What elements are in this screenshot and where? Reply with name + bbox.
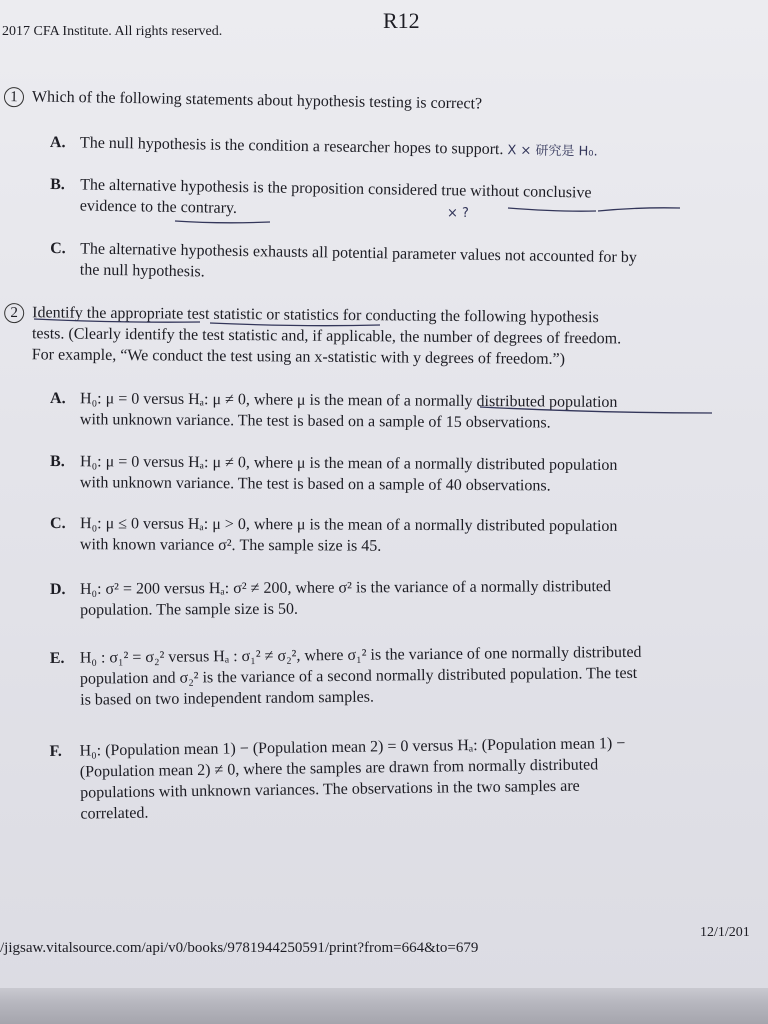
option-line: H₀: σ² = 200 versus Hₐ: σ² ≠ 200, where σ² is the variance of a normally distributed (79, 578, 612, 598)
q2-option-e: E. H₀ : σ₁² = σ₂² versus Hₐ : σ₁² ≠ σ₂², where σ₁² is the variance of one normally distributed population and σ₂² is the variance of a second normally distributed population. The test is based on two independent random samples. (49, 643, 642, 709)
option-line: The alternative hypothesis is the proposition considered true without conclusive (80, 176, 592, 202)
q1-option-c: C. The alternative hypothesis exhausts all potential parameter values not accounted for by the null hypothesis. (50, 240, 637, 281)
option-line: H₀ : σ₁² = σ₂² versus Hₐ : σ₁² ≠ σ₂², where σ₁² is the variance of one normally distributed (79, 643, 642, 667)
option-line: populations with unknown variances. The observations in the two samples are (80, 777, 580, 802)
footer-url: /jigsaw.vitalsource.com/api/v0/books/9781944250591/print?from=664&to=679 (0, 940, 479, 956)
footer-date: 12/1/201 (700, 925, 750, 940)
question-2-line: For example, “We conduct the test using an x-statistic with y degrees of freedom.”) (31, 346, 566, 368)
q2-option-c: C. H₀: μ ≤ 0 versus Hₐ: μ > 0, where μ is the mean of a normally distributed population with known variance σ². The sample size is 45. (50, 515, 618, 555)
option-line: with unknown variance. The test is based on a sample of 15 observations. (79, 411, 551, 432)
question-1-text: Which of the following statements about hypothesis testing is correct? (31, 88, 483, 113)
question-number-circle: 1 (4, 87, 24, 107)
option-line: with known variance σ². The sample size is 45. (79, 536, 382, 555)
chapter-label: R12 (383, 8, 420, 33)
q1-option-b: B. The alternative hypothesis is the proposition considered true without conclusive evidence to the contrary. (50, 176, 592, 217)
q2-option-f: F. H₀: (Population mean 1) − (Population mean 2) = 0 versus Hₐ: (Population mean 1) − (Population mean 2) ≠ 0, where the samples are drawn from normally distributed populations with unknown variances. The observations in the two samples are correlated. (49, 734, 626, 823)
option-line: (Population mean 2) ≠ 0, where the samples are drawn from normally distributed (79, 756, 599, 781)
option-line: population. The sample size is 50. (80, 600, 298, 619)
option-line: H₀: μ = 0 versus Hₐ: μ ≠ 0, where μ is the mean of a normally distributed population (80, 390, 618, 411)
option-line: H₀: μ ≤ 0 versus Hₐ: μ > 0, where μ is the mean of a normally distributed population (80, 515, 618, 535)
question-2-line: Identify the appropriate test statistic or statistics for conducting the following hypothesis (32, 304, 599, 327)
question-2-line: tests. (Clearly identify the test statistic and, if applicable, the number of degrees of freedom. (31, 325, 622, 348)
option-line: population and σ₂² is the variance of a second normally distributed population. The test (79, 664, 638, 688)
q2-option-d: D. H₀: σ² = 200 versus Hₐ: σ² ≠ 200, where σ² is the variance of a normally distributed population. The sample size is 50. (49, 578, 612, 619)
option-line: correlated. (80, 804, 149, 823)
question-number-circle: 2 (4, 303, 24, 323)
q1-option-a: A. The null hypothesis is the condition a researcher hopes to support. X × 研究是 H₀. (49, 134, 598, 160)
option-line: evidence to the contrary. (79, 197, 238, 217)
option-line: The alternative hypothesis exhausts all potential parameter values not accounted for by (80, 240, 637, 267)
option-line: H₀: μ = 0 versus Hₐ: μ ≠ 0, where μ is the mean of a normally distributed population (80, 453, 618, 474)
page-edge (0, 988, 768, 1024)
q2-option-b: B. H₀: μ = 0 versus Hₐ: μ ≠ 0, where μ is the mean of a normally distributed population with unknown variance. The test is based on a sample of 40 observations. (50, 453, 618, 495)
handwritten-note-b: × ? (447, 206, 469, 221)
option-line: The null hypothesis is the condition a researcher hopes to support. (79, 134, 504, 159)
handwritten-note-a: X × 研究是 H₀. (507, 143, 598, 160)
copyright-notice: 2017 CFA Institute. All rights reserved. (2, 24, 223, 39)
option-line: H₀: (Population mean 1) − (Population mean 2) = 0 versus Hₐ: (Population mean 1) − (79, 734, 626, 760)
option-line: is based on two independent random samples. (80, 688, 375, 709)
q2-option-a: A. H₀: μ = 0 versus Hₐ: μ ≠ 0, where μ is the mean of a normally distributed population with unknown variance. The test is based on a sample of 15 observations. (50, 390, 618, 432)
option-line: the null hypothesis. (79, 261, 205, 281)
option-line: with unknown variance. The test is based on a sample of 40 observations. (79, 474, 551, 495)
